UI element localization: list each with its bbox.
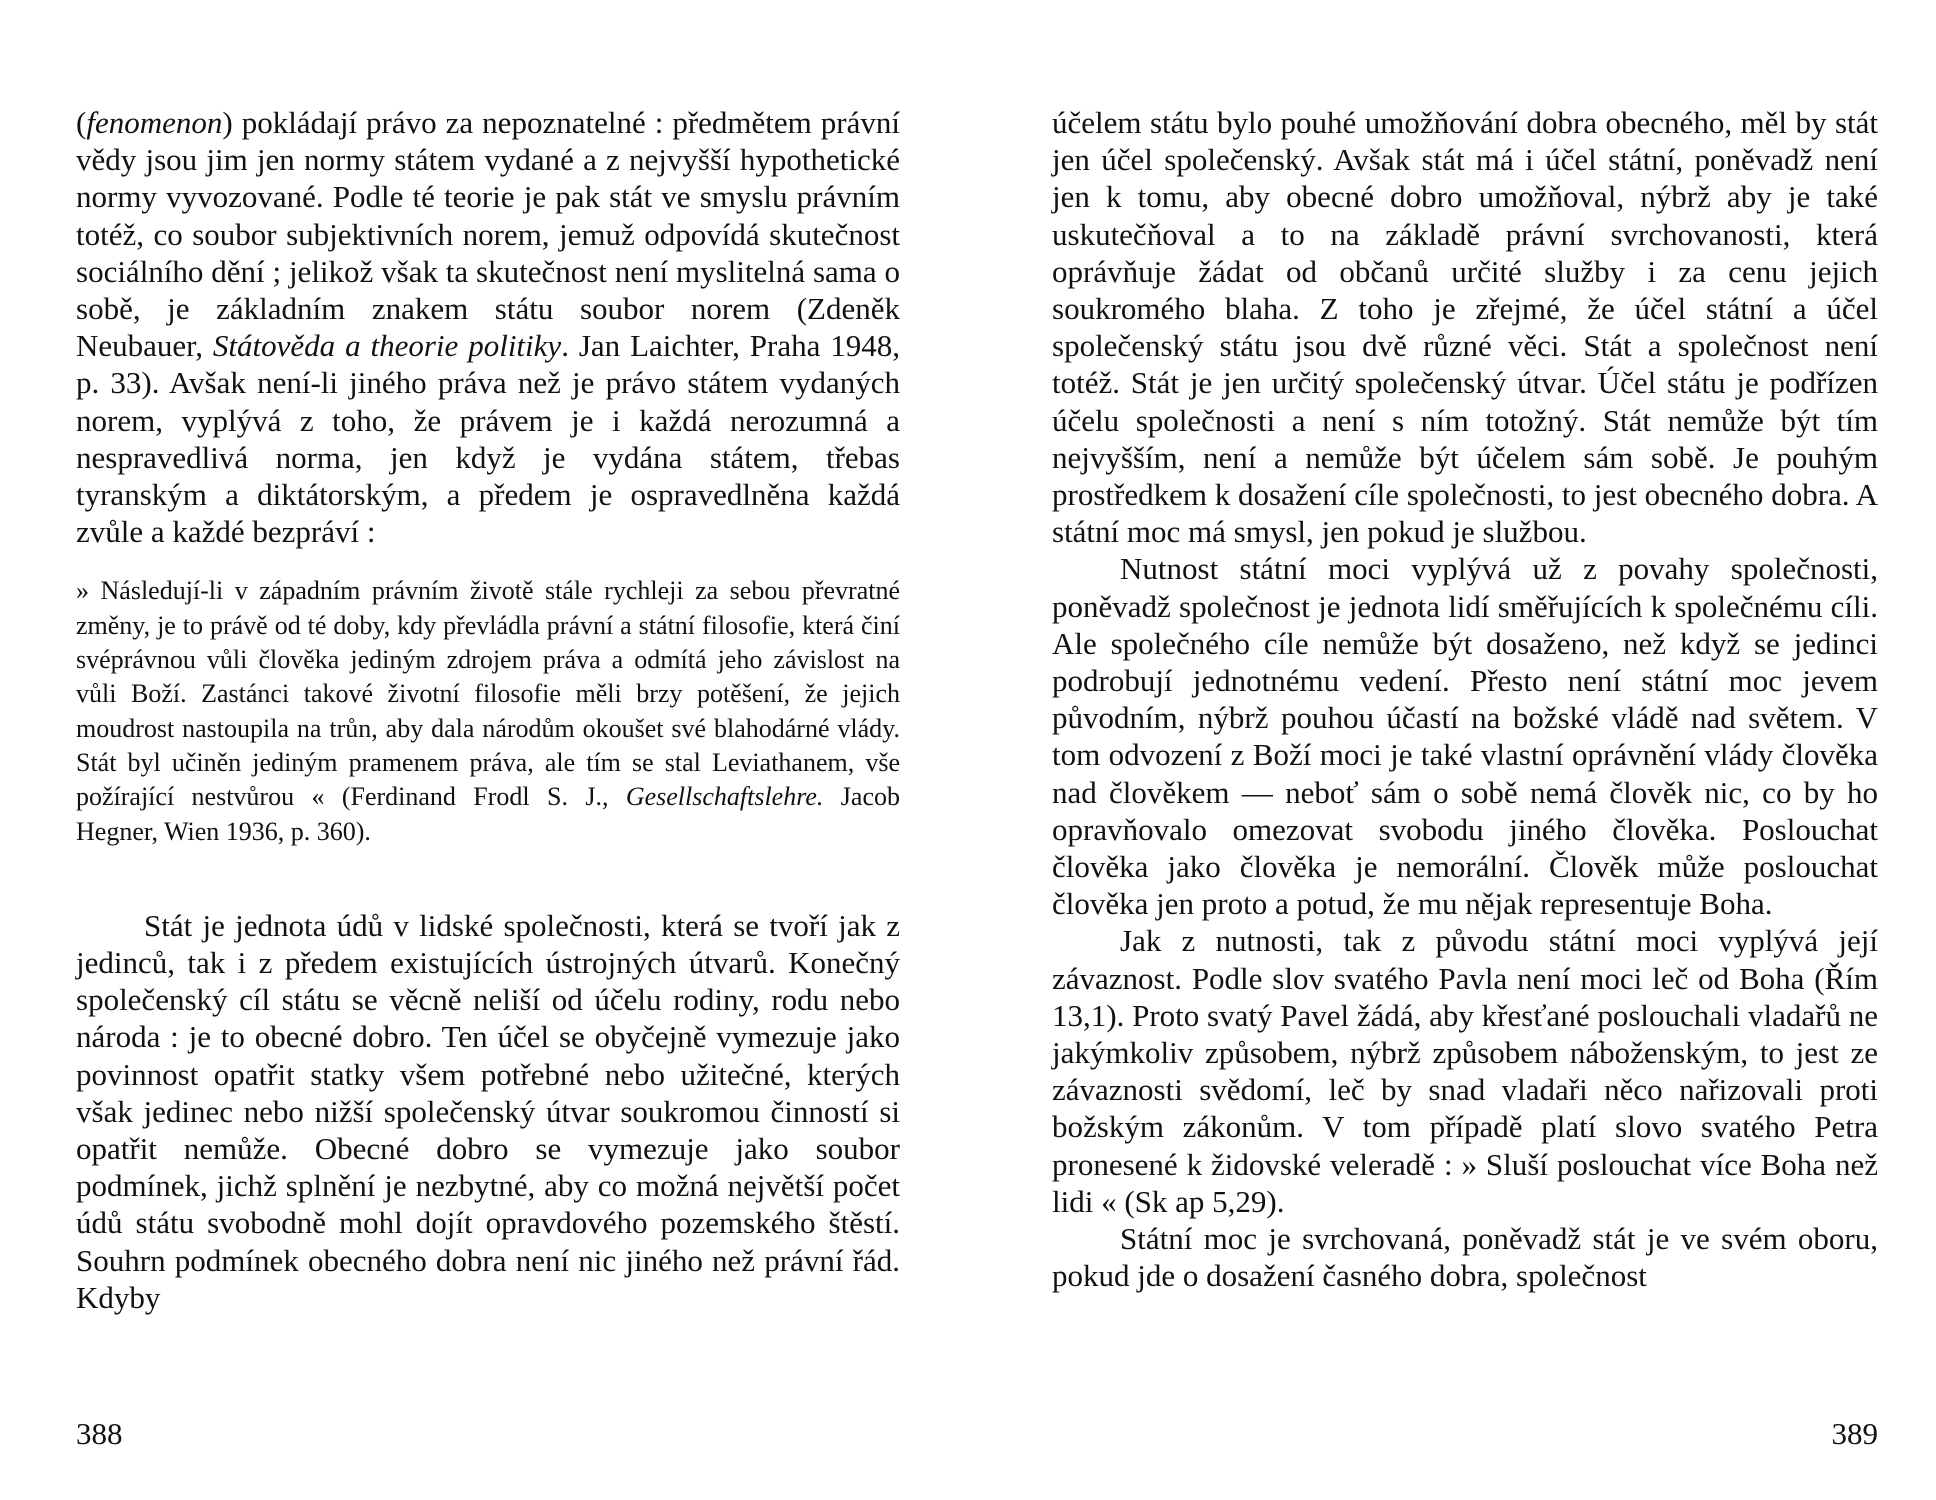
block-quote-part-2: Jacob Hegner, Wien 1936, p. 360). <box>76 782 900 846</box>
right-page <box>968 0 1936 1500</box>
block-quote-part-1: » Následují-li v západním právním životě stále rychleji za sebou převratné změny, je to právě od té doby, kdy převládla právní a státní filosofie, která činí svéprávnou vůli člověka jediným zdrojem práva a odmítá jeho závislost na vůli Boží. Zastánci takové životní filosofie měli brzy potěšení, že jejich moudrost nastoupila na trůn, aby dala národům okoušet své blahodárné vlády. Stát byl učiněn jediným pramenem práva, ale tím se stal Leviathanem, vše požírající nestvůrou « (Ferdinand Frodl S. J., <box>76 576 900 812</box>
block-quote-italic-title: Gesellschaftslehre. <box>625 782 824 812</box>
left-page-text <box>76 104 900 1316</box>
left-paragraph-1 <box>76 104 900 550</box>
right-paragraph-4: Státní moc je svrchovaná, poněvadž stát je ve svém oboru, pokud jde o dosažení časného dobra, společnost <box>1052 1221 1878 1294</box>
block-quote <box>76 574 900 848</box>
page-number-left: 388 <box>76 1416 123 1451</box>
left-paragraph-1-part-3: . Jan Laichter, Praha 1948, p. 33). Avšak není-li jiného práva než je právo státem vydaných norem, vyplývá z toho, že právem je i každá nerozumná a nespravedlivá norma, jen když je vydána státem, třebas tyranským a diktátorským, a předem je ospravedlněna každá zvůle a každé bezpráví : <box>76 328 901 550</box>
left-paragraph-2: Stát je jednota údů v lidské společnosti, která se tvoří jak z jedinců, tak i z předem existujících ústrojných útvarů. Konečný společenský cíl státu se věcně neliší od účelu rodiny, rodu nebo národa : je to obecné dobro. Ten účel se obyčejně vymezuje jako povinnost opatřit statky všem potřebné nebo užitečné, kterých však jedinec nebo nižší společenský útvar soukromou činností si opatřit nemůže. Obecné dobro se vymezuje jako soubor podmínek, jichž splnění je nezbytné, aby co možná největší počet údů státu svobodně mohl dojít opravdového pozemského štěstí. Souhrn podmínek obecného dobra není nic jiného než právní řád. Kdyby <box>76 907 900 1315</box>
page-number-right: 389 <box>1831 1416 1878 1451</box>
left-paragraph-1-part-1: ( <box>76 105 87 140</box>
left-paragraph-1-italic-title: Státověda a theorie politiky <box>212 328 562 364</box>
right-paragraph-2: Nutnost státní moci vyplývá už z povahy společnosti, poněvadž společnost je jednota lidí směřujících k společnému cíli. Ale společného cíle nemůže být dosaženo, než když se jedinci podrobují jednotnému vedení. Přesto není státní moc jevem původním, nýbrž pouhou účastí na božské vládě nad světem. V tom odvození z Boží moci je také vlastní oprávnění vlády člověka nad člověkem — neboť sám o sobě nemá člověk nic, co by ho opravňovalo omezovat svobodu jiného člověka. Poslouchat člověka jako člověka je nemorální. Člověk může poslouchat člověka jen proto a potud, že mu nějak representuje Boha. <box>1052 551 1878 922</box>
right-paragraph-3: Jak z nutnosti, tak z původu státní moci vyplývá její závaznost. Podle slov svatého Pavla není moci leč od Boha (Řím 13,1). Proto svatý Pavel žádá, aby křesťané poslouchali vladařů ne jakýmkoliv způsobem, nýbrž způsobem náboženským, to jest ze závaznosti svědomí, leč by snad vladaři něco nařizovali proti božským zákonům. V tom případě platí slovo svatého Petra pronesené k židovské veleradě : » Sluší poslouchat více Boha než lidi « (Sk ap 5,29). <box>1052 923 1878 1219</box>
left-paragraph-1-italic-fenomenon: fenomenon <box>86 105 223 140</box>
left-paragraph-1-part-2: ) pokládají právo za nepoznatelné : předmětem právní vědy jsou jim jen normy státem vydané a z nejvyšší hypothetické normy vyvozované. Podle té teorie je pak stát ve smyslu právním totéž, co soubor subjektivních norem, jemuž odpovídá skutečnost sociálního dění ; jelikož však ta skutečnost není myslitelná sama o sobě, je základním znakem státu soubor norem (Zdeněk Neubauer, <box>76 105 900 364</box>
right-paragraph-1: účelem státu bylo pouhé umožňování dobra obecného, měl by stát jen účel společenský. Avšak stát má i účel státní, poněvadž není jen k tomu, aby obecné dobro umožňoval, nýbrž aby je také uskutečňoval a to na základě právní svrchovanosti, která oprávňuje žádat od občanů určité služby i za cenu jejich soukromého blaha. Z toho je zřejmé, že účel státní a účel společenský státu jsou dvě různé věci. Stát a společnost není totéž. Stát je jen určitý společenský útvar. Účel státu je podřízen účelu společnosti a není s ním totožný. Stát nemůže být tím nejvyšším, není a nemůže být účelem sám sobě. Je pouhým prostředkem k dosažení cíle společnosti, to jest obecného dobra. A státní moc má smysl, jen pokud je službou. <box>1052 105 1878 550</box>
right-page-text <box>1052 104 1878 1295</box>
